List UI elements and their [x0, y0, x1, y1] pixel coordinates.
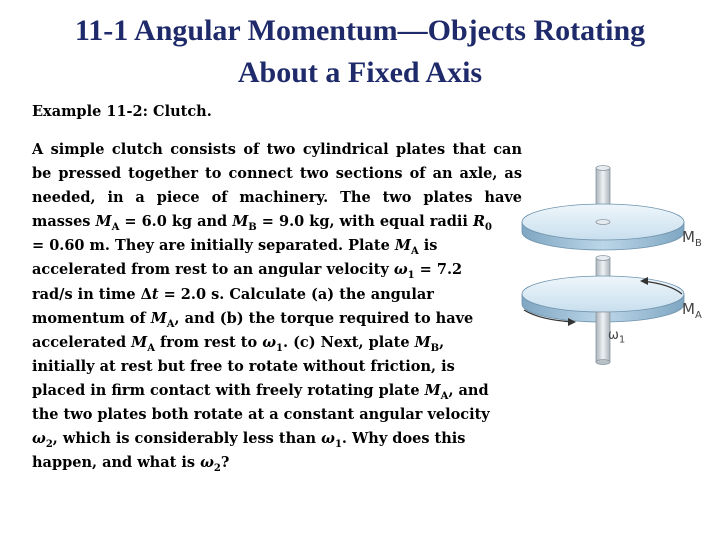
label-mass-b: $M_B$	[682, 228, 702, 249]
text-line-3: needed, in a piece of machinery. The two plates have	[32, 189, 522, 207]
slide-title-line-2: About a Fixed Axis	[237, 56, 483, 89]
label-omega-1: $\omega_1$	[608, 328, 626, 346]
text-line-2: be pressed together to connect two sections of an axle, as	[32, 165, 522, 183]
text-line-12: the two plates both rotate at a constant angular velocity	[32, 406, 490, 424]
slide-title	[20, 10, 700, 94]
text-line-10: initially at rest but free to rotate without friction, is	[32, 357, 455, 375]
label-mass-a: $M_A$	[682, 300, 702, 321]
text-line-8: momentum of $M_A$, and (b) the torque required to have	[32, 309, 474, 330]
upper-axle-top	[596, 166, 610, 171]
clutch-figure	[510, 160, 720, 370]
text-line-5: = 0.60 m. They are initially separated. Plate $M_A$ is	[32, 237, 438, 258]
lower-axle-bottom-end	[596, 360, 610, 365]
problem-text	[32, 138, 522, 475]
text-line-6: accelerated from rest to an angular velocity $\omega_1 = 7.2$	[32, 261, 463, 282]
text-line-4: masses $M_A = 6.0$ kg and $M_B = 9.0$ kg, with equal radii $R_0$	[32, 213, 492, 234]
text-line-7: rad/s in time Δt = 2.0 s. Calculate (a) the angular	[32, 285, 434, 303]
text-line-13: $\omega_2$, which is considerably less than $\omega_1$. Why does this	[32, 430, 466, 451]
plate-a	[522, 276, 684, 312]
slide-title-line-1: 11-1 Angular Momentum—Objects Rotating	[74, 14, 646, 47]
lower-axle-top	[596, 256, 610, 261]
text-line-11: placed in firm contact with freely rotating plate $M_A$, and	[32, 381, 489, 402]
text-line-14: happen, and what is $\omega_2$?	[32, 454, 230, 475]
text-line-9: accelerated $M_A$ from rest to $\omega_1$. (c) Next, plate $M_B$,	[32, 333, 445, 354]
plate-b-axle-hole	[596, 220, 610, 225]
example-heading: Example 11-2: Clutch.	[32, 103, 212, 120]
text-line-1: A simple clutch consists of two cylindrical plates that can	[32, 141, 522, 158]
